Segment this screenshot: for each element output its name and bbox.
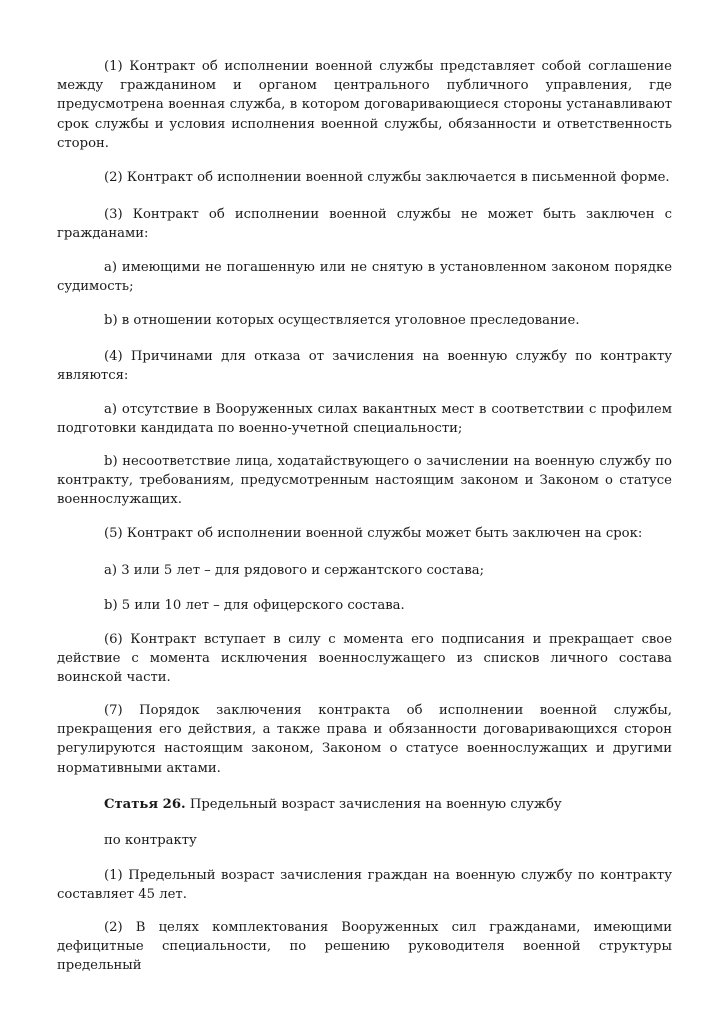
paragraph-line: (2) В целях комплектования Вооруженных сил гражданами, имеющими (104, 920, 672, 935)
paragraph-line: b) в отношении которых осуществляется уголовное преследование. (104, 313, 580, 328)
paragraph-line: составляет 45 лет. (57, 887, 187, 903)
paragraph-line: срок службы и условия исполнения военной службы, обязанности и ответственность (57, 116, 672, 132)
paragraph-line: предусмотрена военная служба, в котором договаривающиеся стороны устанавливают (57, 97, 672, 113)
paragraph-line: действие с момента исключения военнослужащего из списков личного состава (57, 651, 672, 667)
paragraph-line: (1) Предельный возраст зачисления граждан на военную службу по контракту (104, 868, 672, 883)
paragraph-line: являются: (57, 368, 129, 384)
paragraph-line: контракту, требованиям, предусмотренным настоящим законом и Законом о статусе (57, 473, 672, 489)
paragraph-line: (7) Порядок заключения контракта об исполнении военной службы, (104, 703, 672, 718)
paragraph-line: нормативными актами. (57, 760, 221, 776)
paragraph-line: (2) Контракт об исполнении военной службы заключается в письменной форме. (104, 170, 670, 185)
paragraph-line: (6) Контракт вступает в силу с момента его подписания и прекращает свое (104, 632, 672, 647)
paragraph-line: подготовки кандидата по военно-учетной специальности; (57, 421, 463, 437)
paragraph-line: воинской части. (57, 670, 171, 686)
paragraph-line: (4) Причинами для отказа от зачисления на военную службу по контракту (104, 349, 672, 364)
paragraph-line: (5) Контракт об исполнении военной службы может быть заключен на срок: (104, 526, 643, 541)
paragraph-line: военнослужащих. (57, 492, 182, 508)
paragraph-line: прекращения его действия, а также права и обязанности договаривающихся сторон (57, 722, 672, 738)
paragraph-line: a) отсутствие в Вооруженных силах вакантных мест в соответствии с профилем (104, 402, 672, 417)
article-title-continuation: по контракту (104, 833, 197, 848)
paragraph-line: b) 5 или 10 лет – для офицерского состава. (104, 598, 405, 613)
paragraph-line: сторон. (57, 135, 109, 151)
article-number: Статья 26. (104, 797, 186, 812)
paragraph-line: a) имеющими не погашенную или не снятую в установленном законом порядке (104, 260, 672, 275)
paragraph-line: гражданами: (57, 226, 149, 242)
paragraph-line: (3) Контракт об исполнении военной службы не может быть заключен с (104, 207, 672, 222)
paragraph-line: a) 3 или 5 лет – для рядового и сержантского состава; (104, 563, 485, 578)
paragraph-line: между гражданином и органом центрального публичного управления, где (57, 78, 672, 94)
article-heading (104, 795, 562, 814)
paragraph-line: судимость; (57, 279, 134, 295)
article-title: Предельный возраст зачисления на военную службу (189, 797, 562, 812)
paragraph-line: (1) Контракт об исполнении военной службы представляет собой соглашение (104, 59, 672, 74)
paragraph-line: b) несоответствие лица, ходатайствующего о зачислении на военную службу по (104, 454, 672, 469)
paragraph-line: регулируются настоящим законом, Законом о статусе военнослужащих и другими (57, 741, 672, 757)
paragraph-line: дефицитные специальности, по решению руководителя военной структуры предельный (57, 939, 672, 974)
